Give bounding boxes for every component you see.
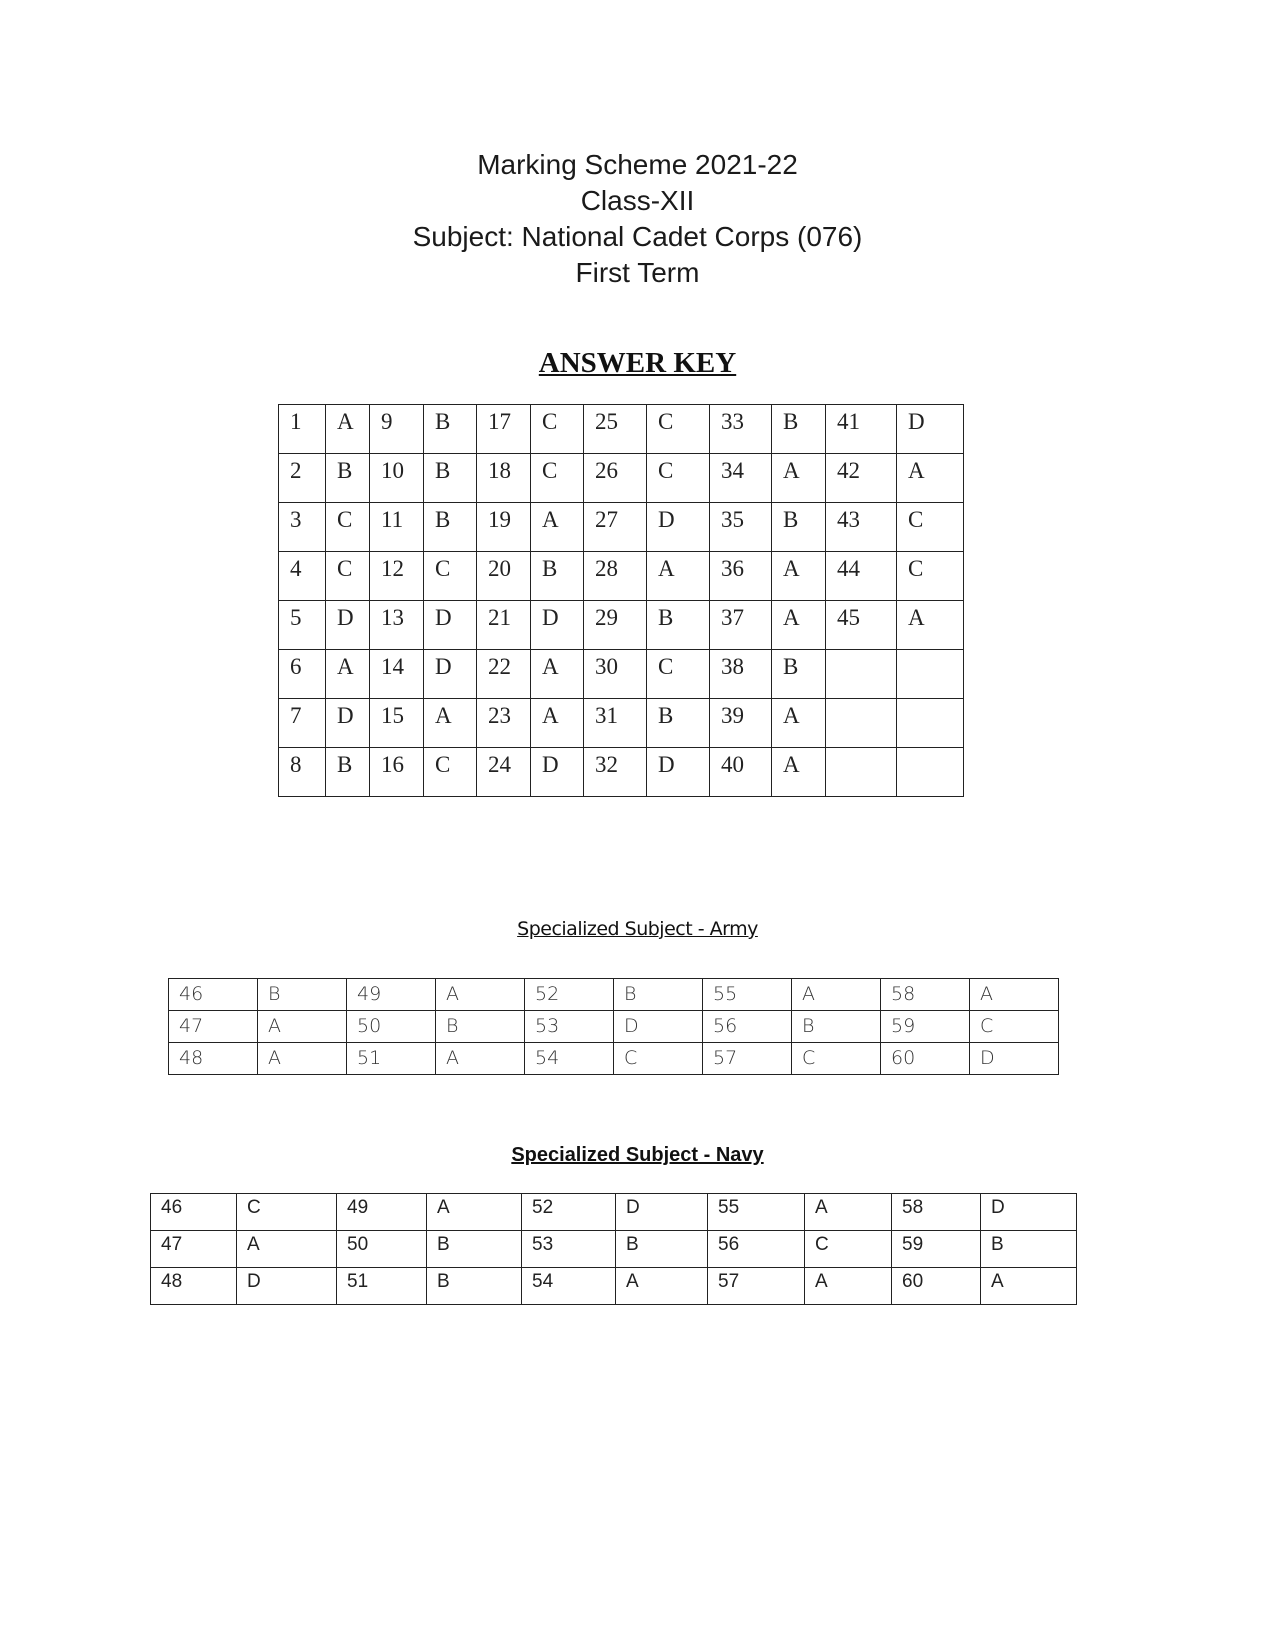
question-number-cell: 32 [584,748,647,797]
answer-cell: C [647,650,710,699]
answer-cell: D [616,1194,708,1231]
question-number-cell: 35 [710,503,772,552]
question-number-cell: 6 [279,650,326,699]
question-number-cell: 42 [826,454,897,503]
question-number-cell: 45 [826,601,897,650]
answer-cell: B [772,405,826,454]
question-number-cell: 14 [370,650,424,699]
question-number-cell: 19 [477,503,531,552]
answer-cell: B [427,1231,522,1268]
question-number-cell: 11 [370,503,424,552]
answer-cell: B [424,503,477,552]
question-number-cell: 50 [347,1011,436,1043]
question-number-cell: 49 [347,979,436,1011]
question-number-cell: 52 [525,979,614,1011]
question-number-cell: 33 [710,405,772,454]
table-row [279,650,964,699]
answer-cell: A [772,699,826,748]
answer-cell: A [792,979,881,1011]
army-section-title: Specialized Subject - Army [517,918,758,940]
navy-answer-table [150,1193,1077,1305]
question-number-cell: 40 [710,748,772,797]
answer-cell: A [424,699,477,748]
answer-cell: D [424,650,477,699]
question-number-cell: 57 [703,1043,792,1075]
question-number-cell: 60 [881,1043,970,1075]
answer-cell: A [326,405,370,454]
answer-cell: C [897,503,964,552]
question-number-cell: 48 [151,1268,237,1305]
question-number-cell: 47 [169,1011,258,1043]
question-number-cell: 43 [826,503,897,552]
question-number-cell [826,650,897,699]
question-number-cell: 56 [708,1231,805,1268]
answer-key-title: ANSWER KEY [538,347,737,379]
header-term: First Term [575,257,700,288]
answer-cell: C [424,552,477,601]
answer-cell: A [772,454,826,503]
question-number-cell: 29 [584,601,647,650]
answer-key-table [278,404,964,797]
table-row [279,748,964,797]
answer-cell [897,699,964,748]
question-number-cell: 21 [477,601,531,650]
table-row [169,1011,1059,1043]
answer-cell: A [258,1043,347,1075]
answer-cell: A [897,454,964,503]
answer-cell: B [772,503,826,552]
answer-cell: D [614,1011,703,1043]
answer-cell: B [614,979,703,1011]
answer-cell: D [326,601,370,650]
table-row [279,699,964,748]
question-number-cell: 55 [703,979,792,1011]
question-number-cell: 8 [279,748,326,797]
question-number-cell [826,699,897,748]
answer-cell: C [805,1231,892,1268]
answer-cell: D [326,699,370,748]
question-number-cell: 26 [584,454,647,503]
question-number-cell: 58 [892,1194,981,1231]
answer-cell [897,650,964,699]
question-number-cell: 56 [703,1011,792,1043]
question-number-cell: 17 [477,405,531,454]
answer-cell: A [531,503,584,552]
answer-cell: B [792,1011,881,1043]
answer-cell: B [326,454,370,503]
question-number-cell: 9 [370,405,424,454]
question-number-cell: 1 [279,405,326,454]
question-number-cell: 3 [279,503,326,552]
answer-cell: C [614,1043,703,1075]
answer-cell: A [427,1194,522,1231]
question-number-cell: 13 [370,601,424,650]
question-number-cell: 23 [477,699,531,748]
answer-cell: C [647,405,710,454]
answer-cell: A [805,1194,892,1231]
question-number-cell: 51 [337,1268,427,1305]
question-number-cell: 10 [370,454,424,503]
navy-section-title: Specialized Subject - Navy [511,1144,764,1166]
question-number-cell: 41 [826,405,897,454]
answer-cell: B [647,699,710,748]
table-row [279,601,964,650]
table-row [169,979,1059,1011]
question-number-cell: 52 [522,1194,616,1231]
answer-cell: B [647,601,710,650]
question-number-cell: 20 [477,552,531,601]
question-number-cell: 15 [370,699,424,748]
question-number-cell: 46 [151,1194,237,1231]
answer-cell: A [772,748,826,797]
header-class: Class-XII [580,185,695,216]
question-number-cell: 57 [708,1268,805,1305]
answer-cell: C [237,1194,337,1231]
answer-cell: A [326,650,370,699]
question-number-cell: 16 [370,748,424,797]
answer-cell: D [424,601,477,650]
answer-cell: B [616,1231,708,1268]
question-number-cell: 54 [525,1043,614,1075]
question-number-cell: 46 [169,979,258,1011]
answer-cell: A [897,601,964,650]
question-number-cell: 27 [584,503,647,552]
question-number-cell: 25 [584,405,647,454]
answer-cell: D [647,748,710,797]
answer-cell: C [424,748,477,797]
table-row [151,1268,1077,1305]
answer-cell: D [970,1043,1059,1075]
answer-cell: A [616,1268,708,1305]
army-answer-table [168,978,1059,1075]
answer-cell: D [531,601,584,650]
question-number-cell: 49 [337,1194,427,1231]
answer-cell: A [237,1231,337,1268]
question-number-cell: 50 [337,1231,427,1268]
answer-cell: C [326,503,370,552]
answer-cell: C [647,454,710,503]
answer-cell: A [772,601,826,650]
table-row [169,1043,1059,1075]
answer-cell: A [805,1268,892,1305]
question-number-cell: 59 [892,1231,981,1268]
question-number-cell: 54 [522,1268,616,1305]
table-row [279,454,964,503]
table-row [151,1231,1077,1268]
answer-cell: A [436,979,525,1011]
answer-cell: C [970,1011,1059,1043]
answer-cell: D [647,503,710,552]
answer-cell: D [897,405,964,454]
answer-cell: A [772,552,826,601]
answer-cell: A [258,1011,347,1043]
question-number-cell: 5 [279,601,326,650]
question-number-cell: 55 [708,1194,805,1231]
header-subject: Subject: National Cadet Corps (076) [412,221,863,252]
table-row [151,1194,1077,1231]
question-number-cell: 12 [370,552,424,601]
answer-cell: A [970,979,1059,1011]
question-number-cell: 24 [477,748,531,797]
answer-cell: B [258,979,347,1011]
question-number-cell: 58 [881,979,970,1011]
answer-cell [897,748,964,797]
question-number-cell: 4 [279,552,326,601]
question-number-cell: 59 [881,1011,970,1043]
answer-cell: A [647,552,710,601]
answer-cell: C [792,1043,881,1075]
question-number-cell: 22 [477,650,531,699]
answer-cell: C [897,552,964,601]
answer-cell: B [531,552,584,601]
answer-cell: D [237,1268,337,1305]
answer-cell: B [424,405,477,454]
question-number-cell: 53 [522,1231,616,1268]
question-number-cell: 28 [584,552,647,601]
question-number-cell: 37 [710,601,772,650]
answer-cell: B [772,650,826,699]
answer-cell: B [326,748,370,797]
header-marking-scheme: Marking Scheme 2021-22 [477,149,798,180]
answer-cell: A [436,1043,525,1075]
answer-cell: C [531,405,584,454]
question-number-cell: 44 [826,552,897,601]
question-number-cell [826,748,897,797]
table-row [279,405,964,454]
question-number-cell: 31 [584,699,647,748]
answer-cell: B [981,1231,1077,1268]
question-number-cell: 2 [279,454,326,503]
question-number-cell: 39 [710,699,772,748]
answer-cell: B [424,454,477,503]
question-number-cell: 48 [169,1043,258,1075]
document-header [0,147,1275,291]
answer-cell: A [531,699,584,748]
question-number-cell: 34 [710,454,772,503]
question-number-cell: 18 [477,454,531,503]
answer-cell: A [531,650,584,699]
question-number-cell: 51 [347,1043,436,1075]
table-row [279,503,964,552]
answer-cell: D [531,748,584,797]
question-number-cell: 7 [279,699,326,748]
answer-cell: A [981,1268,1077,1305]
table-row [279,552,964,601]
question-number-cell: 30 [584,650,647,699]
question-number-cell: 53 [525,1011,614,1043]
answer-cell: D [981,1194,1077,1231]
answer-cell: C [531,454,584,503]
question-number-cell: 38 [710,650,772,699]
answer-cell: B [427,1268,522,1305]
question-number-cell: 47 [151,1231,237,1268]
answer-cell: C [326,552,370,601]
question-number-cell: 36 [710,552,772,601]
question-number-cell: 60 [892,1268,981,1305]
answer-cell: B [436,1011,525,1043]
